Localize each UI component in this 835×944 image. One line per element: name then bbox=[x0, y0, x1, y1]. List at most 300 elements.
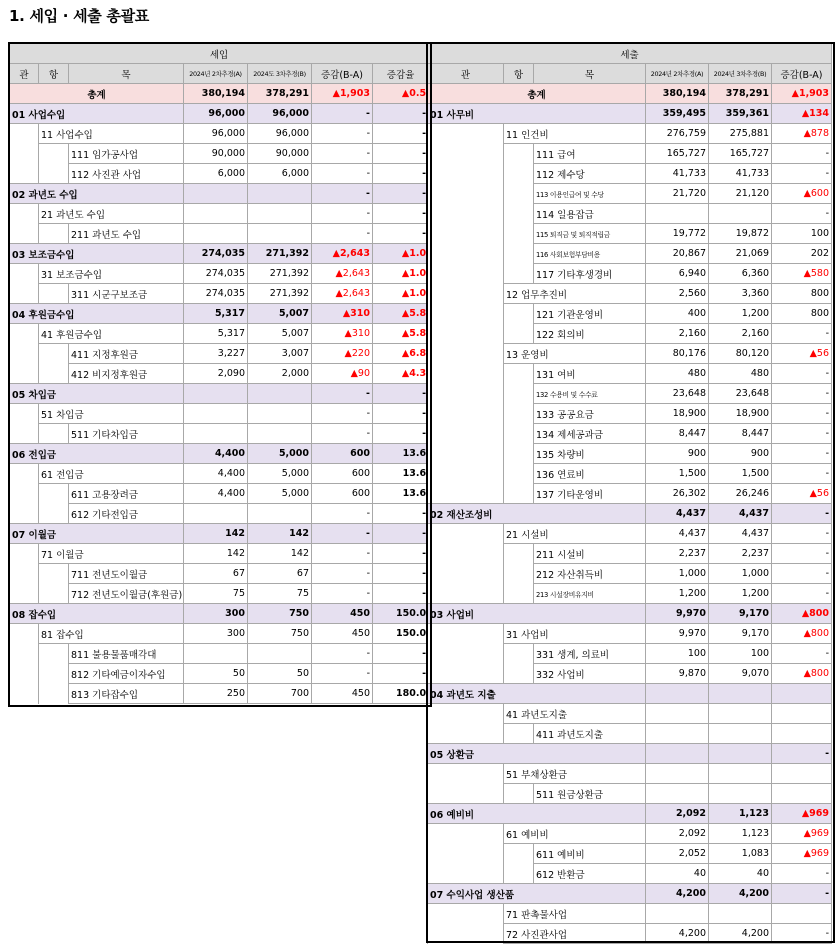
indent-cell bbox=[39, 144, 69, 164]
value-2nd-supplementary bbox=[646, 684, 709, 704]
table-row bbox=[428, 284, 832, 304]
value-change: 600 bbox=[312, 464, 373, 484]
value-3rd-supplementary: 18,900 bbox=[709, 404, 772, 424]
value-2nd-supplementary: 274,035 bbox=[184, 264, 248, 284]
table-row bbox=[10, 524, 429, 544]
value-change: - bbox=[312, 144, 373, 164]
table-row bbox=[428, 884, 832, 904]
value-change: - bbox=[312, 584, 373, 604]
value-change: - bbox=[772, 544, 832, 564]
value-2nd-supplementary: 2,092 bbox=[646, 824, 709, 844]
gwan-label: 04 후원금수입 bbox=[10, 304, 184, 324]
indent-cell bbox=[10, 584, 39, 604]
value-change bbox=[772, 724, 832, 744]
header-3rd-supplementary: 2024도 3차추경(B) bbox=[248, 64, 312, 84]
value-2nd-supplementary: 300 bbox=[184, 624, 248, 644]
hang-label: 41 후원금수입 bbox=[39, 324, 184, 344]
value-2nd-supplementary: 142 bbox=[184, 544, 248, 564]
hang-label: 13 운영비 bbox=[504, 344, 646, 364]
value-change: - bbox=[772, 884, 832, 904]
value-3rd-supplementary: 23,648 bbox=[709, 384, 772, 404]
indent-cell bbox=[10, 684, 39, 704]
gwan-label: 03 보조금수입 bbox=[10, 244, 184, 264]
hang-label: 61 전입금 bbox=[39, 464, 184, 484]
value-change: - bbox=[312, 124, 373, 144]
hang-label: 81 잡수입 bbox=[39, 624, 184, 644]
value-2nd-supplementary: 2,052 bbox=[646, 844, 709, 864]
indent-cell bbox=[428, 144, 504, 164]
value-3rd-supplementary bbox=[248, 644, 312, 664]
value-change: ▲310 bbox=[312, 324, 373, 344]
value-change-rate: 180.0 bbox=[373, 684, 429, 704]
value-change: ▲969 bbox=[772, 824, 832, 844]
indent-cell bbox=[10, 504, 39, 524]
table-row bbox=[10, 124, 429, 144]
table-row bbox=[10, 564, 429, 584]
value-3rd-supplementary: 271,392 bbox=[248, 264, 312, 284]
table-row bbox=[428, 344, 832, 364]
indent-cell bbox=[10, 644, 39, 664]
value-change-rate: 13.6 bbox=[373, 444, 429, 464]
indent-cell bbox=[428, 124, 504, 144]
value-change: - bbox=[772, 504, 832, 524]
header-3rd-supplementary: 2024년 3차추경(B) bbox=[709, 64, 772, 84]
indent-cell bbox=[39, 224, 69, 244]
value-2nd-supplementary bbox=[184, 204, 248, 224]
indent-cell bbox=[428, 924, 504, 944]
table-row bbox=[428, 764, 832, 784]
value-2nd-supplementary: 3,227 bbox=[184, 344, 248, 364]
value-2nd-supplementary bbox=[184, 644, 248, 664]
indent-cell bbox=[504, 564, 534, 584]
value-2nd-supplementary: 80,176 bbox=[646, 344, 709, 364]
gwan-label: 05 상환금 bbox=[428, 744, 646, 764]
value-change: - bbox=[772, 404, 832, 424]
table-row bbox=[10, 664, 429, 684]
value-3rd-supplementary bbox=[248, 424, 312, 444]
value-3rd-supplementary bbox=[248, 384, 312, 404]
table-row bbox=[428, 564, 832, 584]
value-change: - bbox=[312, 204, 373, 224]
value-3rd-supplementary: 5,007 bbox=[248, 324, 312, 344]
value-change: ▲600 bbox=[772, 184, 832, 204]
value-3rd-supplementary: 1,000 bbox=[709, 564, 772, 584]
value-3rd-supplementary: 750 bbox=[248, 604, 312, 624]
gwan-label: 01 사업수입 bbox=[10, 104, 184, 124]
indent-cell bbox=[39, 164, 69, 184]
hang-label: 11 사업수입 bbox=[39, 124, 184, 144]
mok-label: 612 기타전입금 bbox=[69, 504, 184, 524]
value-2nd-supplementary: 8,447 bbox=[646, 424, 709, 444]
table-row bbox=[10, 384, 429, 404]
value-3rd-supplementary: 6,000 bbox=[248, 164, 312, 184]
indent-cell bbox=[10, 344, 39, 364]
value-2nd-supplementary: 250 bbox=[184, 684, 248, 704]
value-change: - bbox=[312, 164, 373, 184]
mok-label: 131 여비 bbox=[534, 364, 646, 384]
table-row bbox=[428, 704, 832, 724]
table-row bbox=[10, 444, 429, 464]
value-change bbox=[772, 784, 832, 804]
indent-cell bbox=[428, 624, 504, 644]
table-row bbox=[428, 784, 832, 804]
mok-label: 132 수용비 및 수수료 bbox=[534, 384, 646, 404]
value-2nd-supplementary: 1,500 bbox=[646, 464, 709, 484]
mok-label: 411 과년도지출 bbox=[534, 724, 646, 744]
table-row bbox=[428, 624, 832, 644]
indent-cell bbox=[428, 564, 504, 584]
revenue-table bbox=[9, 43, 429, 704]
value-2nd-supplementary: 18,900 bbox=[646, 404, 709, 424]
value-change: - bbox=[312, 524, 373, 544]
value-3rd-supplementary bbox=[709, 764, 772, 784]
table-row bbox=[428, 364, 832, 384]
table-row bbox=[10, 684, 429, 704]
table-row bbox=[428, 604, 832, 624]
mok-label: 111 급여 bbox=[534, 144, 646, 164]
value-3rd-supplementary: 142 bbox=[248, 544, 312, 564]
gwan-label: 08 잡수입 bbox=[10, 604, 184, 624]
value-2nd-supplementary: 4,200 bbox=[646, 924, 709, 944]
indent-cell bbox=[428, 364, 504, 384]
value-change-rate: ▲0.5 bbox=[373, 84, 429, 104]
mok-label: 213 시설장비유지비 bbox=[534, 584, 646, 604]
header-change: 증감(B-A) bbox=[772, 64, 832, 84]
indent-cell bbox=[428, 384, 504, 404]
indent-cell bbox=[428, 284, 504, 304]
value-3rd-supplementary: 480 bbox=[709, 364, 772, 384]
table-row bbox=[428, 424, 832, 444]
indent-cell bbox=[504, 204, 534, 224]
value-3rd-supplementary: 142 bbox=[248, 524, 312, 544]
value-2nd-supplementary: 96,000 bbox=[184, 124, 248, 144]
table-row bbox=[428, 184, 832, 204]
value-2nd-supplementary: 5,317 bbox=[184, 324, 248, 344]
value-change-rate: - bbox=[373, 404, 429, 424]
value-change: ▲969 bbox=[772, 844, 832, 864]
value-change-rate: ▲6.8 bbox=[373, 344, 429, 364]
value-2nd-supplementary: 19,772 bbox=[646, 224, 709, 244]
value-change bbox=[772, 684, 832, 704]
value-change bbox=[772, 764, 832, 784]
indent-cell bbox=[39, 484, 69, 504]
value-change: 800 bbox=[772, 304, 832, 324]
table-row bbox=[10, 284, 429, 304]
value-3rd-supplementary: 21,069 bbox=[709, 244, 772, 264]
indent-cell bbox=[428, 164, 504, 184]
indent-cell bbox=[428, 724, 504, 744]
value-3rd-supplementary: 4,437 bbox=[709, 504, 772, 524]
mok-label: 212 자산취득비 bbox=[534, 564, 646, 584]
indent-cell bbox=[39, 664, 69, 684]
indent-cell bbox=[428, 224, 504, 244]
table-row bbox=[428, 844, 832, 864]
value-change: 600 bbox=[312, 444, 373, 464]
value-change: - bbox=[772, 444, 832, 464]
value-change: - bbox=[772, 644, 832, 664]
hang-label: 71 판촉물사업 bbox=[504, 904, 646, 924]
value-2nd-supplementary: 40 bbox=[646, 864, 709, 884]
value-3rd-supplementary: 96,000 bbox=[248, 124, 312, 144]
value-2nd-supplementary: 90,000 bbox=[184, 144, 248, 164]
value-2nd-supplementary bbox=[646, 764, 709, 784]
value-change: ▲2,643 bbox=[312, 284, 373, 304]
value-change: - bbox=[772, 144, 832, 164]
table-row bbox=[10, 584, 429, 604]
indent-cell bbox=[504, 644, 534, 664]
table-row bbox=[10, 84, 429, 104]
value-change-rate: - bbox=[373, 584, 429, 604]
value-2nd-supplementary: 9,970 bbox=[646, 604, 709, 624]
indent-cell bbox=[504, 404, 534, 424]
hang-label: 41 과년도지출 bbox=[504, 704, 646, 724]
value-3rd-supplementary: 90,000 bbox=[248, 144, 312, 164]
value-2nd-supplementary: 9,870 bbox=[646, 664, 709, 684]
value-2nd-supplementary: 75 bbox=[184, 584, 248, 604]
value-2nd-supplementary bbox=[646, 204, 709, 224]
value-2nd-supplementary: 480 bbox=[646, 364, 709, 384]
table-row bbox=[428, 224, 832, 244]
indent-cell bbox=[428, 544, 504, 564]
value-change: - bbox=[312, 504, 373, 524]
table-row bbox=[10, 604, 429, 624]
hang-label: 21 과년도 수입 bbox=[39, 204, 184, 224]
value-3rd-supplementary: 4,200 bbox=[709, 924, 772, 944]
value-change bbox=[772, 904, 832, 924]
indent-cell bbox=[428, 764, 504, 784]
total-label: 총계 bbox=[10, 84, 184, 104]
value-2nd-supplementary: 165,727 bbox=[646, 144, 709, 164]
table-row bbox=[10, 244, 429, 264]
value-2nd-supplementary: 5,317 bbox=[184, 304, 248, 324]
indent-cell bbox=[10, 544, 39, 564]
value-change: - bbox=[772, 464, 832, 484]
value-change: - bbox=[312, 644, 373, 664]
value-3rd-supplementary: 4,200 bbox=[709, 884, 772, 904]
value-change-rate: - bbox=[373, 184, 429, 204]
indent-cell bbox=[10, 624, 39, 644]
value-change: - bbox=[772, 864, 832, 884]
value-2nd-supplementary: 359,495 bbox=[646, 104, 709, 124]
value-change: - bbox=[312, 664, 373, 684]
hang-label: 71 이월금 bbox=[39, 544, 184, 564]
value-change: 450 bbox=[312, 624, 373, 644]
expense-section-header: 세출 bbox=[428, 44, 832, 64]
value-change: ▲2,643 bbox=[312, 264, 373, 284]
value-3rd-supplementary: 21,120 bbox=[709, 184, 772, 204]
mok-label: 135 차량비 bbox=[534, 444, 646, 464]
value-3rd-supplementary: 750 bbox=[248, 624, 312, 644]
value-3rd-supplementary: 9,170 bbox=[709, 624, 772, 644]
value-change: - bbox=[772, 524, 832, 544]
indent-cell bbox=[10, 124, 39, 144]
value-change: - bbox=[772, 924, 832, 944]
indent-cell bbox=[504, 584, 534, 604]
value-change-rate: ▲1.0 bbox=[373, 284, 429, 304]
mok-label: 111 임가공사업 bbox=[69, 144, 184, 164]
indent-cell bbox=[10, 264, 39, 284]
value-change-rate: - bbox=[373, 204, 429, 224]
mok-label: 211 시설비 bbox=[534, 544, 646, 564]
value-change-rate: - bbox=[373, 104, 429, 124]
value-3rd-supplementary: 75 bbox=[248, 584, 312, 604]
value-3rd-supplementary: 700 bbox=[248, 684, 312, 704]
indent-cell bbox=[428, 184, 504, 204]
value-2nd-supplementary: 274,035 bbox=[184, 244, 248, 264]
value-3rd-supplementary: 1,200 bbox=[709, 304, 772, 324]
value-change: 600 bbox=[312, 484, 373, 504]
indent-cell bbox=[428, 824, 504, 844]
indent-cell bbox=[10, 364, 39, 384]
value-2nd-supplementary: 300 bbox=[184, 604, 248, 624]
mok-label: 114 일용잡급 bbox=[534, 204, 646, 224]
value-change-rate: 150.0 bbox=[373, 624, 429, 644]
table-row bbox=[428, 924, 832, 944]
mok-label: 711 전년도이월금 bbox=[69, 564, 184, 584]
table-row bbox=[428, 384, 832, 404]
value-change-rate: - bbox=[373, 124, 429, 144]
value-2nd-supplementary bbox=[646, 904, 709, 924]
value-3rd-supplementary: 96,000 bbox=[248, 104, 312, 124]
value-3rd-supplementary: 378,291 bbox=[709, 84, 772, 104]
indent-cell bbox=[504, 544, 534, 564]
value-3rd-supplementary: 6,360 bbox=[709, 264, 772, 284]
indent-cell bbox=[39, 364, 69, 384]
value-change-rate: 150.0 bbox=[373, 604, 429, 624]
value-2nd-supplementary bbox=[184, 504, 248, 524]
indent-cell bbox=[504, 464, 534, 484]
header-gwan: 관 bbox=[428, 64, 504, 84]
value-change-rate: - bbox=[373, 164, 429, 184]
value-2nd-supplementary: 274,035 bbox=[184, 284, 248, 304]
value-change: - bbox=[772, 584, 832, 604]
indent-cell bbox=[10, 564, 39, 584]
table-row bbox=[10, 304, 429, 324]
table-row bbox=[10, 224, 429, 244]
header-2nd-supplementary: 2024년 2차추경(A) bbox=[646, 64, 709, 84]
table-row bbox=[428, 124, 832, 144]
indent-cell bbox=[39, 684, 69, 704]
value-change-rate: - bbox=[373, 564, 429, 584]
indent-cell bbox=[39, 564, 69, 584]
value-change: ▲310 bbox=[312, 304, 373, 324]
value-change: ▲800 bbox=[772, 604, 832, 624]
value-change-rate: - bbox=[373, 384, 429, 404]
value-change-rate: ▲5.8 bbox=[373, 324, 429, 344]
mok-label: 133 공공요금 bbox=[534, 404, 646, 424]
table-row bbox=[428, 164, 832, 184]
indent-cell bbox=[39, 284, 69, 304]
value-change: - bbox=[772, 384, 832, 404]
indent-cell bbox=[428, 864, 504, 884]
mok-label: 134 제세공과금 bbox=[534, 424, 646, 444]
header-mok: 목 bbox=[69, 64, 184, 84]
value-change: 450 bbox=[312, 604, 373, 624]
value-2nd-supplementary: 2,160 bbox=[646, 324, 709, 344]
value-3rd-supplementary: 40 bbox=[709, 864, 772, 884]
table-row bbox=[10, 144, 429, 164]
table-row bbox=[428, 144, 832, 164]
hang-label: 21 시설비 bbox=[504, 524, 646, 544]
gwan-label: 02 과년도 수입 bbox=[10, 184, 184, 204]
indent-cell bbox=[39, 584, 69, 604]
gwan-label: 07 수익사업 생산품 bbox=[428, 884, 646, 904]
indent-cell bbox=[428, 784, 504, 804]
value-3rd-supplementary: 2,000 bbox=[248, 364, 312, 384]
value-2nd-supplementary bbox=[646, 784, 709, 804]
value-3rd-supplementary bbox=[709, 904, 772, 924]
indent-cell bbox=[39, 644, 69, 664]
value-2nd-supplementary: 21,720 bbox=[646, 184, 709, 204]
mok-label: 812 기타예금이자수입 bbox=[69, 664, 184, 684]
mok-label: 211 과년도 수입 bbox=[69, 224, 184, 244]
indent-cell bbox=[10, 164, 39, 184]
indent-cell bbox=[428, 464, 504, 484]
table-row bbox=[10, 104, 429, 124]
indent-cell bbox=[428, 524, 504, 544]
mok-label: 121 기관운영비 bbox=[534, 304, 646, 324]
indent-cell bbox=[10, 324, 39, 344]
value-change-rate: ▲1.0 bbox=[373, 264, 429, 284]
value-3rd-supplementary bbox=[709, 724, 772, 744]
indent-cell bbox=[39, 424, 69, 444]
value-change: 100 bbox=[772, 224, 832, 244]
value-3rd-supplementary: 8,447 bbox=[709, 424, 772, 444]
value-3rd-supplementary: 3,360 bbox=[709, 284, 772, 304]
value-3rd-supplementary: 1,500 bbox=[709, 464, 772, 484]
value-3rd-supplementary: 165,727 bbox=[709, 144, 772, 164]
table-row bbox=[428, 484, 832, 504]
value-change: - bbox=[312, 544, 373, 564]
indent-cell bbox=[504, 444, 534, 464]
value-change: 800 bbox=[772, 284, 832, 304]
value-2nd-supplementary: 6,940 bbox=[646, 264, 709, 284]
value-3rd-supplementary: 50 bbox=[248, 664, 312, 684]
value-2nd-supplementary: 900 bbox=[646, 444, 709, 464]
mok-label: 611 고용장려금 bbox=[69, 484, 184, 504]
value-2nd-supplementary: 26,302 bbox=[646, 484, 709, 504]
gwan-label: 04 과년도 지출 bbox=[428, 684, 646, 704]
value-2nd-supplementary bbox=[184, 404, 248, 424]
gwan-label: 02 재산조성비 bbox=[428, 504, 646, 524]
value-2nd-supplementary: 380,194 bbox=[184, 84, 248, 104]
value-3rd-supplementary: 2,237 bbox=[709, 544, 772, 564]
mok-label: 712 전년도이월금(후원금) bbox=[69, 584, 184, 604]
table-row bbox=[10, 484, 429, 504]
value-change: - bbox=[772, 744, 832, 764]
value-3rd-supplementary: 359,361 bbox=[709, 104, 772, 124]
indent-cell bbox=[504, 844, 534, 864]
value-change: 450 bbox=[312, 684, 373, 704]
header-hang: 항 bbox=[504, 64, 534, 84]
value-2nd-supplementary: 380,194 bbox=[646, 84, 709, 104]
value-3rd-supplementary: 378,291 bbox=[248, 84, 312, 104]
table-row bbox=[10, 404, 429, 424]
mok-label: 511 기타차입금 bbox=[69, 424, 184, 444]
value-change: ▲800 bbox=[772, 624, 832, 644]
value-3rd-supplementary: 5,007 bbox=[248, 304, 312, 324]
indent-cell bbox=[504, 324, 534, 344]
mok-label: 116 사회보험부담비용 bbox=[534, 244, 646, 264]
gwan-label: 06 예비비 bbox=[428, 804, 646, 824]
mok-label: 331 생계, 의료비 bbox=[534, 644, 646, 664]
value-change-rate: 13.6 bbox=[373, 464, 429, 484]
value-2nd-supplementary: 67 bbox=[184, 564, 248, 584]
table-row bbox=[10, 164, 429, 184]
value-2nd-supplementary: 2,237 bbox=[646, 544, 709, 564]
indent-cell bbox=[10, 204, 39, 224]
value-2nd-supplementary: 96,000 bbox=[184, 104, 248, 124]
